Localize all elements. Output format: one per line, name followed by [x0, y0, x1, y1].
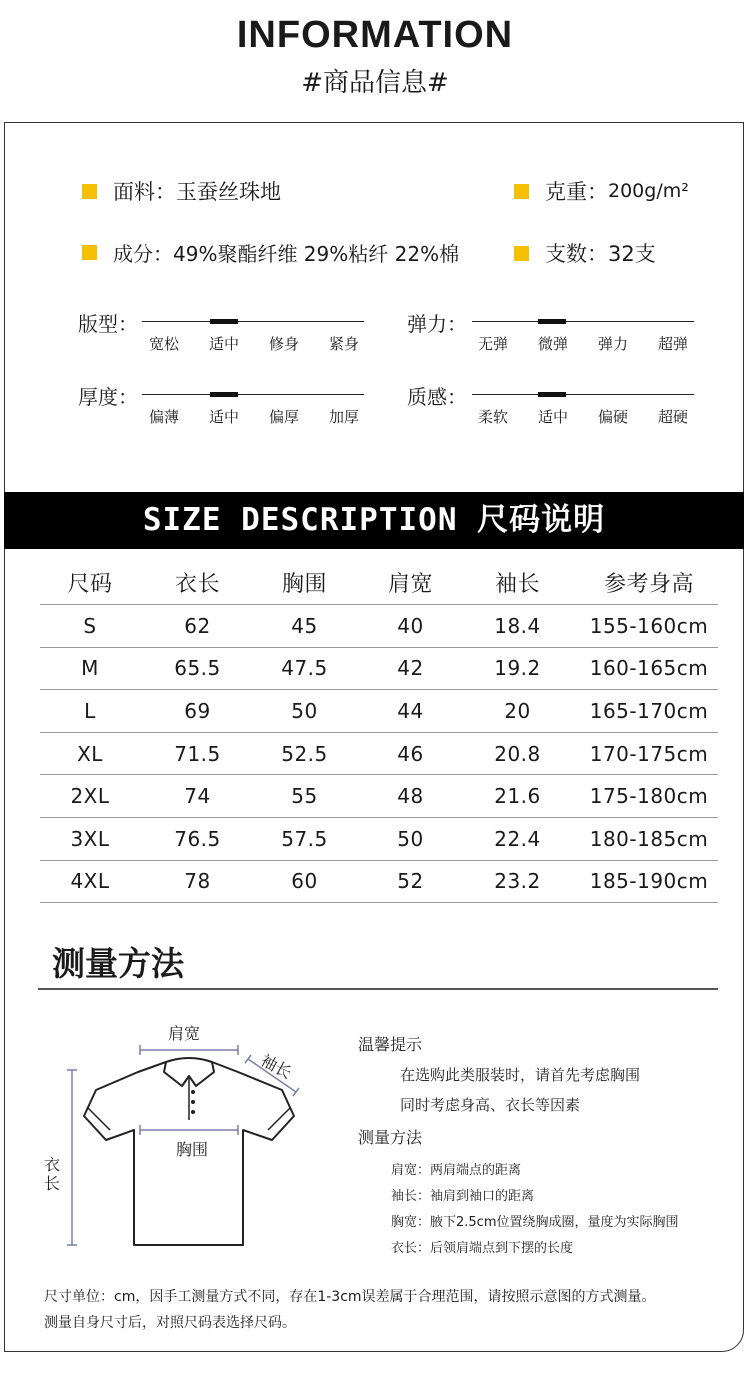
- table-header-cell: 衣长: [174, 572, 220, 597]
- table-cell: 55: [291, 784, 318, 809]
- table-cell: 160-165cm: [589, 656, 709, 681]
- diagram-label-length-1: 衣: [44, 1155, 61, 1174]
- table-cell: 69: [184, 698, 211, 723]
- bullet-square-icon: [514, 184, 529, 199]
- page-title: INFORMATION: [236, 14, 514, 56]
- scale-label-fit: 版型：: [78, 312, 138, 336]
- yarn-property: [514, 238, 656, 268]
- table-cell: 44: [397, 698, 424, 723]
- section-divider: [38, 988, 718, 990]
- weight-property: [514, 176, 689, 206]
- method-line-1: 肩宽：两肩端点的距离: [391, 1163, 522, 1178]
- table-cell: 23.2: [494, 869, 541, 894]
- table-row: [40, 648, 718, 691]
- scale-line-thickness: [142, 394, 364, 395]
- table-cell: 42: [397, 656, 424, 681]
- table-cell: 50: [291, 698, 318, 723]
- fabric-text: 面料：玉蚕丝珠地: [113, 180, 281, 204]
- scale-option: 弹力: [597, 335, 628, 353]
- table-header-row: [40, 561, 718, 605]
- scale-option: 超弹: [657, 335, 688, 353]
- scale-option: 偏硬: [597, 408, 628, 426]
- scale-line-elasticity: [472, 321, 694, 322]
- table-cell: 71.5: [174, 741, 221, 766]
- scale-label-texture: 质感：: [407, 385, 467, 409]
- diagram-label-sleeve: 袖长: [257, 1050, 295, 1083]
- table-header-cell: 参考身高: [603, 572, 694, 597]
- tips-line-1: 在选购此类服装时，请首先考虑胸围: [400, 1066, 641, 1084]
- table-cell: 52: [397, 869, 424, 894]
- diagram-label-chest: 胸围: [176, 1140, 209, 1159]
- scale-marker-elasticity: [538, 319, 566, 324]
- diagram-label-shoulder: 肩宽: [168, 1024, 201, 1043]
- bullet-square-icon: [514, 246, 529, 261]
- scale-marker-fit: [210, 319, 238, 324]
- table-cell: 78: [184, 869, 211, 894]
- table-cell: 18.4: [494, 613, 541, 638]
- method-line-2: 袖长：袖肩到袖口的距离: [391, 1189, 535, 1204]
- table-body: [40, 605, 718, 903]
- table-cell: 170-175cm: [589, 741, 709, 766]
- tips-line-2: 同时考虑身高、衣长等因素: [400, 1096, 581, 1114]
- size-table: [40, 561, 718, 903]
- page-subtitle: #商品信息#: [301, 68, 449, 98]
- tips-title: 温馨提示: [358, 1035, 423, 1054]
- scale-option: 加厚: [328, 408, 359, 426]
- scale-line-fit: [142, 321, 364, 322]
- scale-option: 偏厚: [268, 408, 299, 426]
- table-cell: 165-170cm: [589, 698, 709, 723]
- table-cell: 47.5: [281, 656, 328, 681]
- table-cell: 4XL: [70, 869, 110, 894]
- table-cell: 57.5: [281, 826, 328, 851]
- table-cell: 185-190cm: [589, 869, 709, 894]
- measure-title: 测量方法: [52, 944, 184, 983]
- table-cell: 175-180cm: [589, 784, 709, 809]
- scale-option: 适中: [537, 408, 568, 426]
- table-cell: L: [84, 698, 96, 723]
- table-row: [40, 861, 718, 904]
- note-line-1: 尺寸单位：cm，因手工测量方式不同，存在1-3cm误差属于合理范围，请按照示意图的方式测量。: [44, 1289, 656, 1305]
- table-cell: 65.5: [174, 656, 221, 681]
- table-cell: 62: [184, 613, 211, 638]
- table-cell: 48: [397, 784, 424, 809]
- table-cell: 60: [291, 869, 318, 894]
- scale-line-texture: [472, 394, 694, 395]
- fabric-property: [82, 176, 281, 206]
- note-line-2: 测量自身尺寸后，对照尺码表选择尺码。: [44, 1315, 296, 1331]
- table-cell: 50: [397, 826, 424, 851]
- yarn-text: 支数：32支: [545, 242, 656, 266]
- method-line-4: 衣长：后领肩端点到下摆的长度: [391, 1241, 574, 1256]
- table-cell: 52.5: [281, 741, 328, 766]
- table-header-cell: 胸围: [281, 572, 327, 597]
- table-row: [40, 818, 718, 861]
- table-cell: 21.6: [494, 784, 541, 809]
- table-header-cell: 尺码: [67, 572, 113, 597]
- scale-option: 柔软: [477, 408, 508, 426]
- table-cell: 22.4: [494, 826, 541, 851]
- scale-option: 无弹: [477, 335, 508, 353]
- table-cell: 180-185cm: [589, 826, 709, 851]
- scale-option: 修身: [268, 335, 299, 353]
- scale-label-thickness: 厚度：: [78, 385, 138, 409]
- scale-marker-thickness: [210, 392, 238, 397]
- diagram-label-length-2: 长: [44, 1174, 61, 1193]
- table-cell: 19.2: [494, 656, 541, 681]
- scale-option: 宽松: [148, 335, 179, 353]
- scale-label-elasticity: 弹力：: [407, 312, 467, 336]
- scale-option: 紧身: [328, 335, 359, 353]
- composition-text: 成分：49%聚酯纤维 29%粘纤 22%棉: [113, 242, 460, 266]
- composition-property: [82, 238, 459, 267]
- size-description-banner: SIZE DESCRIPTION 尺码说明: [4, 492, 744, 549]
- weight-value: 200g/m²: [608, 180, 689, 202]
- table-row: [40, 733, 718, 776]
- table-cell: 20.8: [494, 741, 541, 766]
- scale-option: 微弹: [537, 335, 568, 353]
- table-row: [40, 690, 718, 733]
- table-cell: S: [83, 613, 97, 638]
- table-cell: 46: [397, 741, 424, 766]
- table-header-cell: 袖长: [494, 572, 540, 597]
- table-cell: M: [81, 656, 99, 681]
- table-cell: 40: [397, 613, 424, 638]
- table-cell: 2XL: [70, 784, 110, 809]
- table-cell: 20: [504, 698, 531, 723]
- bullet-square-icon: [82, 245, 97, 260]
- table-cell: XL: [77, 741, 103, 766]
- table-cell: 155-160cm: [589, 613, 709, 638]
- scale-option: 超硬: [657, 408, 688, 426]
- table-row: [40, 605, 718, 648]
- scale-option: 偏薄: [148, 408, 179, 426]
- method-line-3: 胸宽：腋下2.5cm位置绕胸成圈，量度为实际胸围: [391, 1215, 679, 1230]
- table-cell: 45: [291, 613, 318, 638]
- weight-label: 克重：: [545, 180, 608, 204]
- table-header-cell: 肩宽: [387, 572, 433, 597]
- table-cell: 76.5: [174, 826, 221, 851]
- method-title: 测量方法: [358, 1128, 423, 1147]
- table-row: [40, 775, 718, 818]
- scale-marker-texture: [538, 392, 566, 397]
- scale-option: 适中: [208, 408, 239, 426]
- bullet-square-icon: [82, 184, 97, 199]
- table-cell: 3XL: [70, 826, 110, 851]
- scale-option: 适中: [208, 335, 239, 353]
- table-cell: 74: [184, 784, 211, 809]
